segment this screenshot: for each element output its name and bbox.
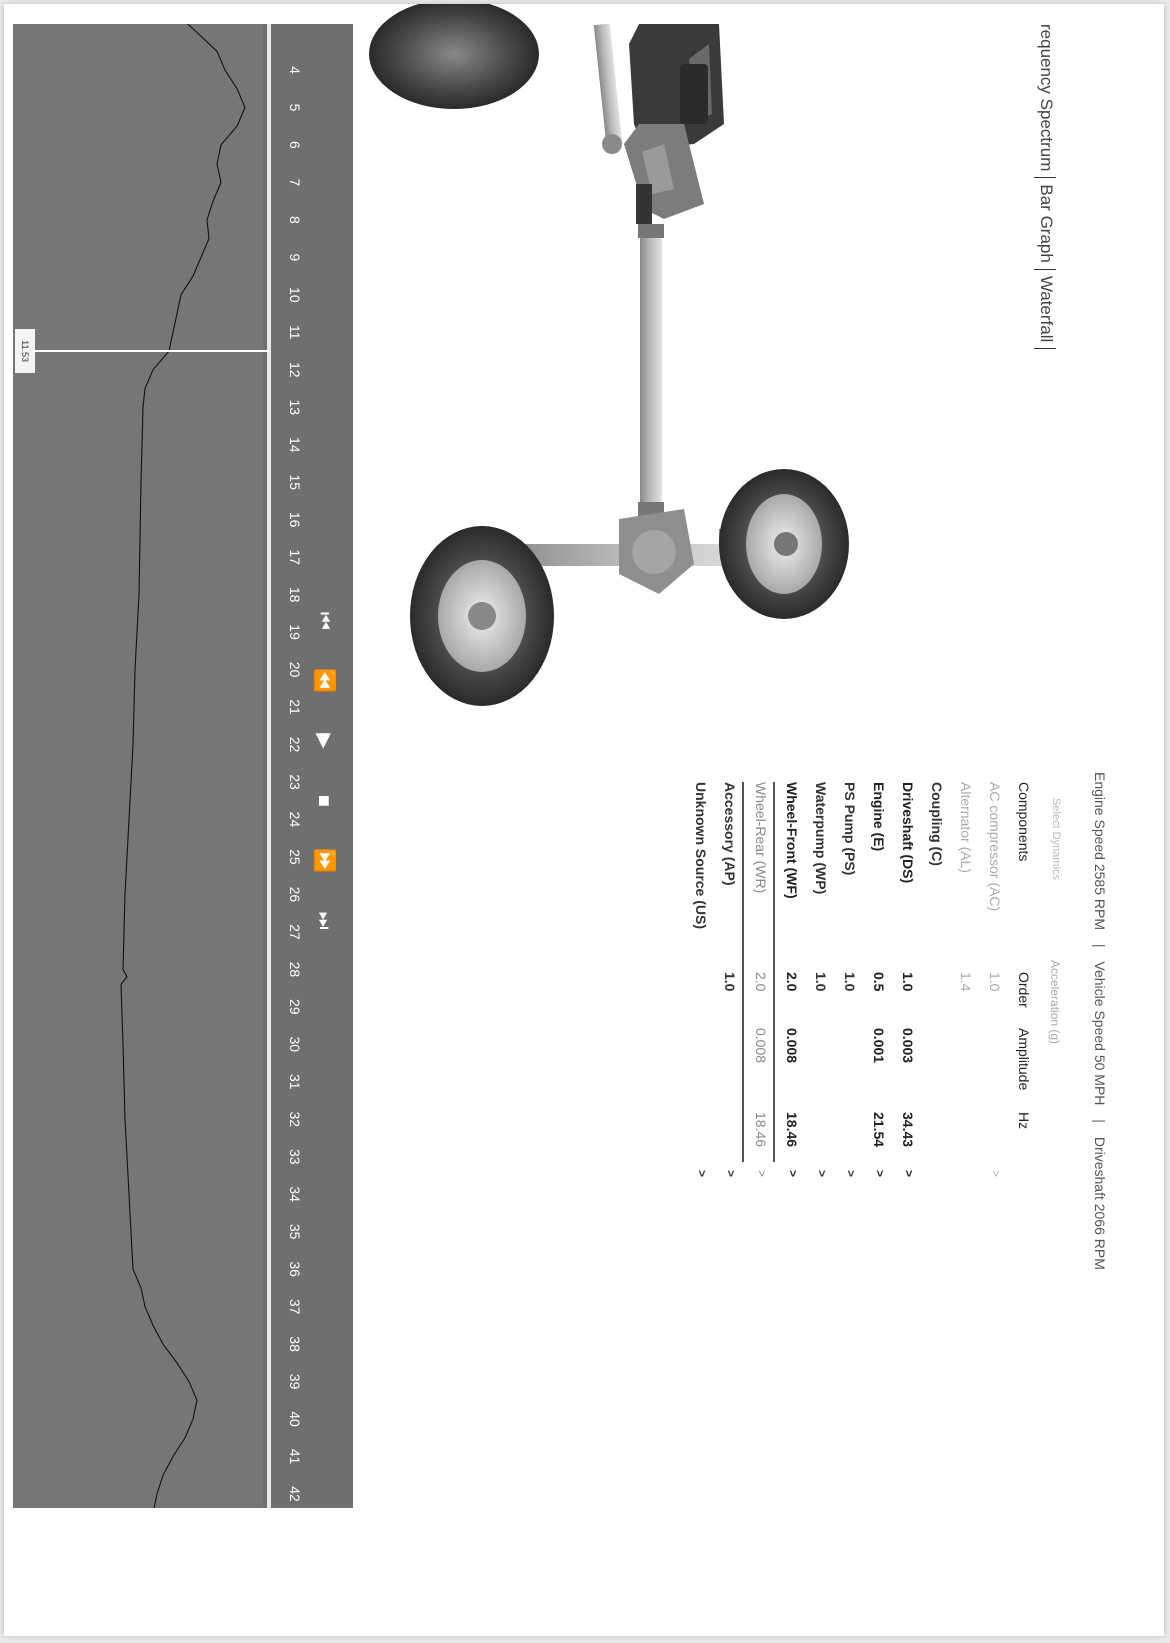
frequency-tick-label: 8 (287, 215, 303, 224)
component-order: 0.5 (871, 972, 887, 992)
rear-wheel-icon (410, 526, 554, 706)
frequency-tick-label: 34 (287, 1186, 303, 1202)
engine-speed-readout: Engine Speed 2585 RPM (1092, 772, 1108, 930)
header-amplitude: Amplitude (1016, 1028, 1032, 1091)
component-amplitude: 0.003 (900, 1028, 916, 1064)
frequency-tick-label: 39 (287, 1373, 303, 1390)
table-row[interactable] (804, 782, 833, 1178)
plot-area (13, 24, 263, 1508)
row-expand-arrow[interactable]: > (724, 1170, 738, 1178)
component-name: Wheel-Rear (WR) (753, 782, 769, 894)
row-expand-arrow[interactable]: > (755, 1170, 769, 1178)
frequency-tick-label: 29 (287, 999, 303, 1015)
table-row[interactable] (833, 782, 862, 1178)
table-row[interactable] (920, 782, 949, 1162)
tab-bar-graph[interactable]: Bar Graph (1036, 184, 1056, 263)
component-amplitude: 0.008 (784, 1028, 800, 1064)
frequency-tick-label: 37 (287, 1298, 303, 1315)
frequency-tick-label: 31 (287, 1073, 303, 1090)
component-hz: 18.46 (753, 1112, 769, 1148)
component-name: Unknown Source (US) (693, 782, 709, 930)
frequency-tick-label: 36 (287, 1261, 303, 1277)
frequency-tick-label: 9 (287, 253, 303, 262)
frequency-tick-label: 25 (287, 849, 303, 865)
component-order: 1.0 (842, 972, 858, 992)
frequency-tick-label: 38 (287, 1336, 303, 1352)
frequency-axis-ticks (253, 24, 353, 1508)
frequency-tick-label: 33 (287, 1148, 303, 1165)
row-expand-arrow[interactable]: > (786, 1170, 800, 1178)
speed-info-bar (1092, 772, 1108, 1280)
play-button[interactable]: ▶ (313, 733, 335, 749)
header-order: Order (1016, 972, 1032, 1008)
front-wheel-icon (369, 4, 539, 109)
frequency-tick-label: 12 (287, 361, 303, 378)
frequency-tick-label: 10 (287, 287, 303, 303)
components-table (684, 782, 1036, 1178)
frequency-tick-label: 5 (287, 103, 303, 112)
tab-waterfall[interactable]: Waterfall (1036, 275, 1056, 343)
component-hz: 18.46 (784, 1112, 800, 1148)
info-separator: | (1092, 943, 1108, 948)
header-components: Components (1016, 782, 1032, 862)
frequency-tick-label: 6 (287, 141, 303, 149)
component-amplitude: 0.001 (871, 1028, 887, 1064)
component-name: Engine (E) (871, 782, 887, 852)
frequency-tick-label: 40 (287, 1411, 303, 1427)
frequency-tick-label: 30 (287, 1036, 303, 1053)
component-order: 1.0 (987, 972, 1003, 992)
component-name: Wheel-Front (WF) (784, 782, 800, 899)
table-row[interactable] (949, 782, 978, 1162)
frequency-tick-label: 22 (287, 736, 303, 753)
table-row[interactable] (775, 782, 804, 1178)
frequency-tick-label: 11 (287, 325, 303, 340)
scanned-page (4, 4, 1164, 1636)
rewind-button[interactable]: ⏪ (313, 668, 335, 694)
component-name: Accessory (AP) (722, 782, 738, 886)
last-button[interactable]: ⏭ (313, 911, 335, 930)
row-expand-arrow[interactable]: > (815, 1170, 829, 1178)
frequency-tick-label: 35 (287, 1223, 303, 1240)
frequency-tick-label: 18 (287, 586, 303, 603)
vehicle-speed-readout: Vehicle Speed 50 MPH (1092, 961, 1108, 1106)
frequency-tick-label: 42 (287, 1486, 303, 1502)
row-expand-arrow[interactable]: > (695, 1170, 709, 1178)
select-dynamics-label[interactable]: Select Dynamics (1050, 798, 1062, 880)
component-amplitude: 0.008 (753, 1028, 769, 1064)
component-order: 2.0 (753, 972, 769, 992)
front-strut-icon (594, 23, 622, 154)
frequency-tick-label: 26 (287, 886, 303, 903)
frequency-tick-label: 27 (287, 924, 303, 940)
rotated-page-content (4, 4, 1164, 1636)
row-expand-arrow[interactable]: > (989, 1170, 1003, 1178)
component-hz: 34.43 (900, 1112, 916, 1148)
frequency-marker-label: 11.53 (15, 329, 35, 373)
frequency-tick-label: 4 (287, 66, 303, 74)
component-order: 1.0 (813, 972, 829, 992)
frequency-spectrum-chart[interactable] (13, 24, 353, 1508)
acceleration-label: Acceleration (g) (1048, 960, 1062, 1045)
component-order: 1.0 (900, 972, 916, 992)
frequency-tick-label: 24 (287, 811, 303, 828)
frequency-tick-label: 16 (287, 511, 303, 528)
driveshaft-icon (638, 224, 664, 516)
frequency-tick-label: 7 (287, 178, 303, 187)
header-hz: Hz (1016, 1112, 1032, 1130)
tab-frequency-spectrum[interactable]: requency Spectrum (1036, 24, 1056, 172)
component-order: 2.0 (784, 972, 800, 992)
table-row[interactable] (862, 782, 891, 1178)
component-order: 1.0 (722, 972, 738, 992)
frequency-tick-label: 21 (287, 699, 303, 715)
first-button[interactable]: ⏮ (313, 611, 335, 630)
table-row[interactable] (713, 782, 742, 1178)
component-name: Driveshaft (DS) (900, 782, 916, 884)
frequency-tick-label: 28 (287, 961, 303, 978)
frequency-tick-label: 23 (287, 774, 303, 790)
component-name: Coupling (C) (929, 782, 945, 866)
component-hz: 21.54 (871, 1112, 887, 1148)
component-name: Alternator (AL) (958, 782, 974, 874)
frequency-tick-label: 17 (287, 549, 303, 565)
frequency-tick-label: 15 (287, 474, 303, 490)
info-separator: | (1092, 1119, 1108, 1123)
frequency-tick-label: 20 (287, 661, 303, 678)
frequency-tick-label: 32 (287, 1111, 303, 1128)
component-order: 1.4 (958, 972, 974, 992)
frequency-tick-label: 19 (287, 624, 303, 640)
component-name: Waterpump (WP) (813, 782, 829, 895)
table-row[interactable] (684, 782, 713, 1178)
forward-button[interactable]: ⏩ (313, 848, 335, 874)
rear-wheel-icon (719, 469, 849, 619)
stop-button[interactable]: ■ (313, 794, 335, 807)
row-expand-arrow[interactable]: > (873, 1170, 887, 1178)
row-expand-arrow[interactable]: > (902, 1170, 916, 1178)
driveshaft-speed-readout: Driveshaft 2066 RPM (1092, 1136, 1108, 1270)
table-row[interactable] (891, 782, 920, 1178)
component-name: AC compressor (AC) (987, 782, 1003, 912)
table-row[interactable] (742, 782, 775, 1178)
component-name: PS Pump (PS) (842, 782, 858, 876)
row-expand-arrow[interactable]: > (844, 1170, 858, 1178)
frequency-tick-label: 14 (287, 436, 303, 453)
table-row[interactable] (978, 782, 1007, 1178)
table-header (1007, 782, 1036, 1162)
frequency-tick-label: 13 (287, 399, 303, 416)
frequency-tick-label: 41 (287, 1448, 303, 1465)
